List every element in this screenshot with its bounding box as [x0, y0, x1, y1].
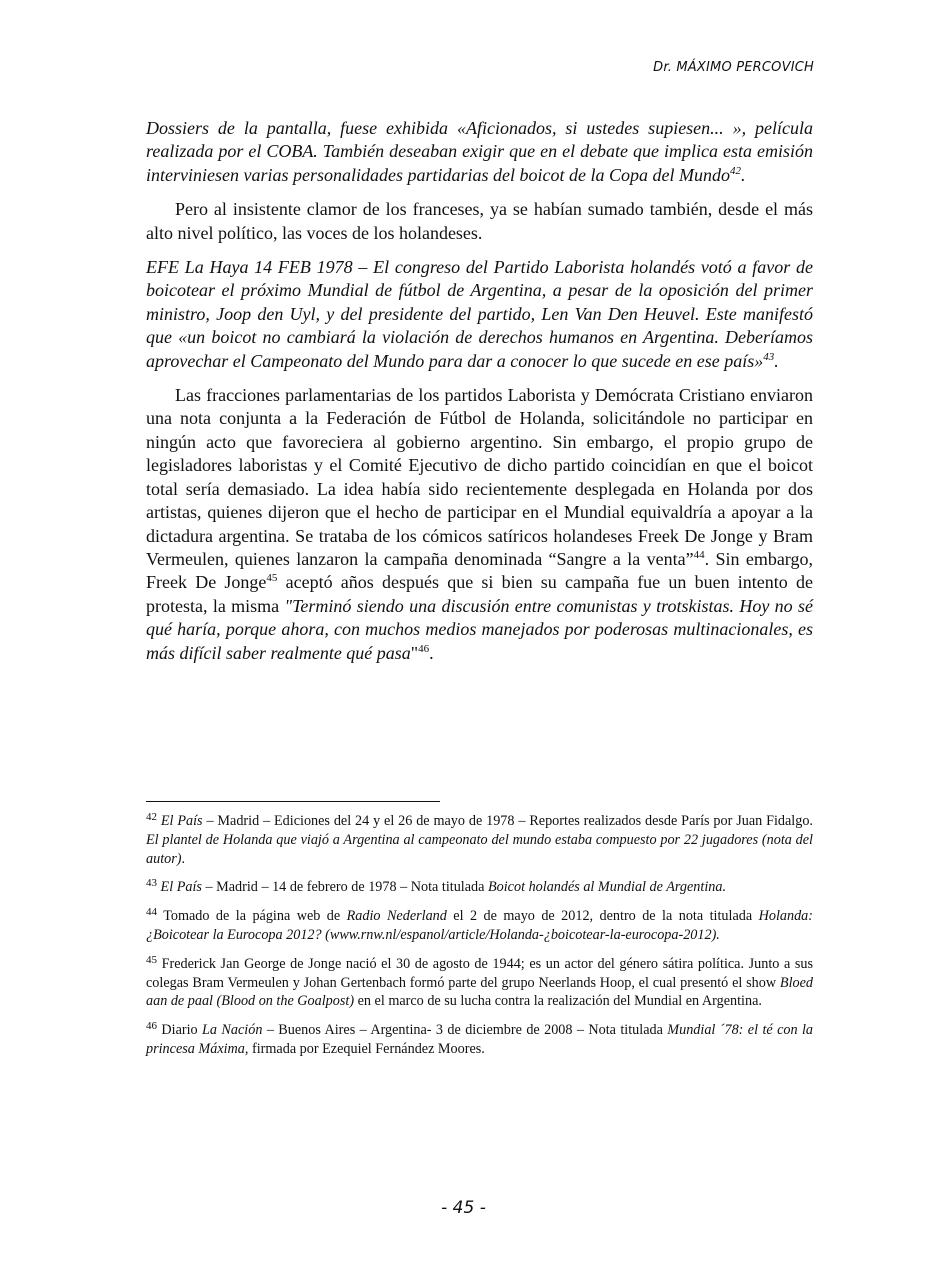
footnote-text: Boicot holandés al Mundial de Argentina.: [487, 879, 726, 896]
footnote-text: El País: [160, 879, 202, 896]
paragraph-4-text-a: Las fracciones parlamentarias de los partidos Laborista y Demócrata Cristiano enviaron una nota conjunta a la Federación de Fútbol de Holanda, solicitándole no participar en ningún acto que favoreciera al gobierno argentino. Sin embargo, el propio grupo de legisladores laboristas y el Comité Ejecutivo de dicho partido coincidían en que el boicot total sería demasiado. La idea había sido recientemente desplegada en Holanda por dos artistas, quienes dijeron que el hecho de participar en el Mundial equivaldría a apoyar a la dictadura argentina. Se trataba de los cómicos satíricos holandeses Freek De Jonge y Bram Vermeulen, quienes lanzaron la campaña denominada “Sangre a la venta”: [146, 385, 813, 569]
footnote-text: El País: [160, 813, 203, 829]
paragraph-1-text: Dossiers de la pantalla, fuese exhibida «Aficionados, si ustedes supiesen... », película realizada por el COBA. También deseaban exigir que en el debate que implica esta emisión interviniesen varias personalidades partidarias del boicot de la Copa del Mundo: [146, 118, 813, 185]
footnote-42: [146, 812, 813, 868]
footnote-46: [146, 1021, 813, 1059]
paragraph-4-text-c: aceptó años después que si bien su campaña fue un buen intento de protesta, la misma: [146, 572, 813, 616]
paragraph-3-text: EFE La Haya 14 FEB 1978 – El congreso del Partido Laborista holandés votó a favor de boicotear el próximo Mundial de fútbol de Argentina, a pesar de la oposición del primer ministro, Joop den Uyl, y del presidente del partido, Len Van Den Heuvel. Este manifestó que «un boicot no cambiará la violación de derechos humanos en Argentina. Deberíamos aprovechar el Campeonato del Mundo para dar a conocer lo que sucede en ese país»: [146, 257, 813, 371]
footnote-text: – Buenos Aires – Argentina- 3 de diciembre de 2008 – Nota titulada: [262, 1022, 668, 1039]
footnote-text: el 2 de mayo de 2012, dentro de la nota titulada: [446, 908, 759, 925]
footnote-44: [146, 907, 813, 945]
footnote-text: Bloed aan de paal (Blood on the Goalpost): [146, 974, 813, 1010]
paragraph-4-text-b: . Sin embargo, Freek De Jonge: [146, 548, 813, 593]
footnote-number: 42: [146, 811, 157, 823]
paragraph-1: [146, 117, 813, 187]
footnote-ref-45[interactable]: 45: [266, 572, 278, 585]
paragraph-4-close: ": [410, 642, 419, 663]
footnote-separator: [146, 801, 440, 802]
page-number: - 45 -: [441, 1198, 486, 1218]
footnote-text: Diario: [157, 1022, 203, 1039]
footnote-ref-44[interactable]: 44: [693, 548, 705, 561]
footnote-text: La Nación: [202, 1022, 263, 1039]
footnote-text: – Madrid – Ediciones del 24 y el 26 de mayo de 1978 – Reportes realizados desde París por Juan Fidalgo.: [202, 813, 813, 829]
footnote-ref-43[interactable]: 43: [763, 350, 775, 363]
footnote-text: .: [181, 850, 186, 867]
paragraph-4-end: .: [429, 642, 434, 663]
footnote-text: – Madrid – 14 de febrero de 1978 – Nota titulada: [201, 879, 488, 896]
footnote-text: , firmada por Ezequiel Fernández Moores.: [244, 1040, 485, 1057]
footnote-45: [146, 955, 813, 1011]
main-text: [146, 117, 813, 676]
paragraph-4-quote: "Terminó siendo una discusión entre comunistas y trotskistas. Hoy no sé qué haría, porque ahora, con muchos medios manejados por poderosas multinacionales, es más difícil saber realmente qué pasa: [146, 595, 814, 663]
paragraph-2: Pero al insistente clamor de los franceses, ya se habían sumado también, desde el más alto nivel político, las voces de los holandeses.: [146, 199, 813, 243]
footnote-text: Mundial ´78: el té con la princesa Máxima: [146, 1022, 813, 1057]
footnote-text: El plantel de Holanda que viajó a Argentina al campeonato del mundo estaba compuesto por 22 jugadores (nota del autor): [146, 831, 813, 867]
footnote-text: Tomado de la página web de: [157, 908, 347, 925]
footnotes: [146, 812, 813, 1069]
running-header: Dr. MÁXIMO PERCOVICH: [653, 60, 814, 75]
footnote-text: en el marco de su lucha contra la realización del Mundial en Argentina.: [354, 993, 762, 1010]
footnote-ref-42[interactable]: 42: [729, 164, 741, 177]
footnote-ref-46[interactable]: 46: [418, 642, 430, 655]
footnote-number: 43: [146, 877, 157, 890]
paragraph-3-end: .: [774, 350, 779, 371]
paragraph-4: [146, 384, 813, 665]
paragraph-3-quote: [146, 256, 813, 373]
paragraph-1-end: .: [740, 164, 746, 185]
footnote-text: Holanda: ¿Boicotear la Eurocopa 2012? (www.rnw.nl/espanol/article/Holanda-¿boicotear-la-eurocopa-2012).: [146, 908, 813, 943]
footnote-43: [146, 878, 813, 897]
footnote-number: 45: [146, 953, 157, 966]
footnote-text: Frederick Jan George de Jonge nació el 30 de agosto de 1944; es un actor del género sátira política. Junto a sus colegas Bram Vermeulen y Johan Gertenbach formó parte del grupo Neerlands Hoop, el cual presentó el show: [146, 955, 813, 991]
footnote-number: 46: [146, 1020, 157, 1033]
footnote-number: 44: [146, 906, 157, 919]
footnote-text: Radio Nederland: [346, 908, 447, 925]
